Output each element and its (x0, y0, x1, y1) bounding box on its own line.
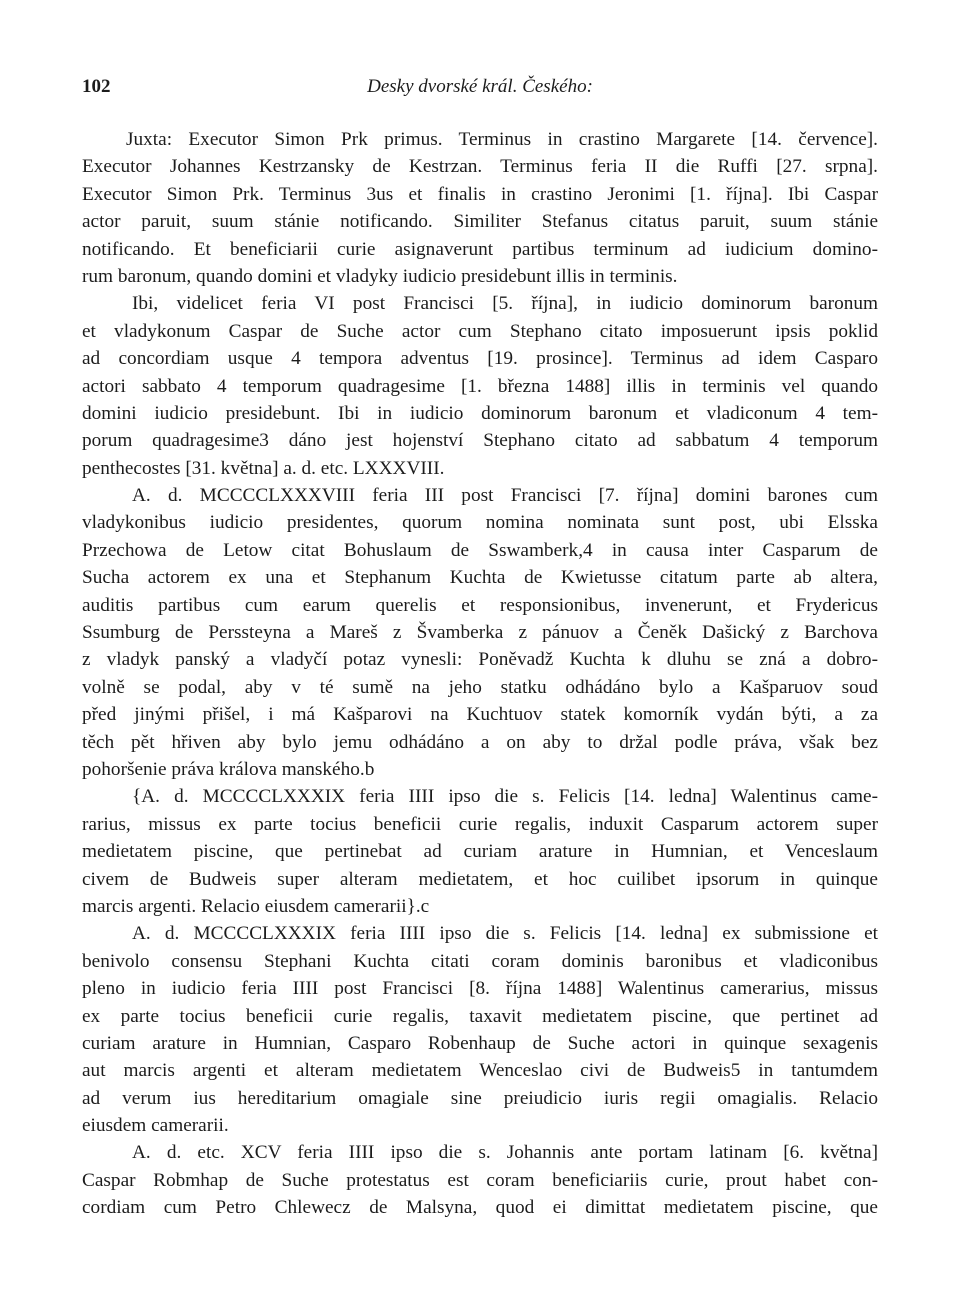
text-line: A. d. etc. XCV feria IIII ipso die s. Johannis ante portam latinam [6. května] (132, 1142, 878, 1164)
text-line: pohoršenie práva králova manského.b (82, 758, 375, 780)
page-number: 102 (82, 76, 111, 97)
text-line: rum baronum, quando domini et vladyky iudicio presidebunt illis in terminis. (82, 265, 678, 287)
text-line: notificando. Et beneficiarii curie asignaverunt partibus terminum ad iudicium domino- (82, 238, 878, 260)
text-line: ad verum ius hereditarium omagiale sine preiudicio iuris regii omagialis. Relacio (82, 1087, 878, 1109)
page-header (82, 76, 878, 102)
text-line: aut marcis argenti et alteram medietatem Wenceslao civi de Budweis5 in tantumdem (82, 1060, 878, 1082)
text-line: ex parte tocius beneficii curie regalis, taxavit medietatem piscine, que pertinet ad (82, 1005, 878, 1027)
text-line: medietatem piscine, que pertinebat ad curiam arature in Humnian, et Venceslaum (82, 841, 878, 863)
text-line: Caspar Robmhap de Suche protestatus est coram beneficiariis curie, prout habet con- (82, 1169, 878, 1191)
text-line: Przechowa de Letow citat Bohuslaum de Sswamberk,4 in causa inter Casparum de (82, 539, 878, 561)
text-line: vladykonibus iudicio presidentes, quorum nomina nominata sunt post, ubi Elsska (82, 512, 878, 534)
text-line: et vladykonum Caspar de Suche actor cum Stephano citato imposuerunt ipsis poklid (82, 320, 878, 342)
text-line: curiam arature in Humnian, Casparo Robenhaup de Suche actori in quinque sexagenis (82, 1032, 878, 1054)
text-line: před jinými přišel, i má Kašparovi na Kuchtuov statek komorník vydán býti, a za (82, 704, 878, 726)
text-line: {A. d. MCCCCLXXXIX feria IIII ipso die s. Felicis [14. ledna] Walentinus came- (132, 786, 878, 808)
text-line: actori sabbato 4 temporum quadragesime [1. března 1488] illis in terminis vel quando (82, 375, 878, 397)
text-line: actor paruit, suum stánie notificando. Similiter Stefanus citatus paruit, suum stánie (82, 211, 878, 233)
text-line: A. d. MCCCCLXXXIX feria IIII ipso die s. Felicis [14. ledna] ex submissione et (132, 923, 878, 945)
text-line: Executor Johannes Kestrzansky de Kestrzan. Terminus feria II die Ruffi [27. srpna]. (82, 156, 878, 178)
text-line: civem de Budweis super alteram medietatem, et hoc cuilibet ipsorum in quinque (82, 868, 878, 890)
text-line: Juxta: Executor Simon Prk primus. Terminus in crastino Margarete [14. července]. (126, 129, 878, 150)
text-line: penthecostes [31. května] a. d. etc. LXXXVIII. (82, 457, 445, 479)
text-line: pleno in iudicio feria IIII post Francisci [8. října 1488] Walentinus camerarius, missus (82, 978, 878, 1000)
text-line: ad concordiam usque 4 tempora adventus [19. prosince]. Terminus ad idem Casparo (82, 348, 878, 370)
text-line: auditis partibus cum earum querelis et responsionibus, invenerunt, et Frydericus (82, 594, 878, 616)
text-line: Executor Simon Prk. Terminus 3us et finalis in crastino Jeronimi [1. října]. Ibi Caspar (82, 183, 878, 205)
text-line: benivolo consensu Stephani Kuchta citati coram dominis baronibus et vladiconibus (82, 950, 878, 972)
text-line: Sucha actorem ex una et Stephanum Kuchta de Kwietusse citatum parte ab altera, (82, 567, 878, 589)
text-line: Ibi, videlicet feria VI post Francisci [5. října], in iudicio dominorum baronum (132, 293, 878, 315)
text-line: cordiam cum Petro Chlewecz de Malsyna, quod ei dimittat medietatem piscine, que (82, 1197, 878, 1219)
text-line: marcis argenti. Relacio eiusdem camerarii}.c (82, 895, 430, 917)
body-text (82, 126, 878, 1222)
text-line: volně se podal, aby v té sumě na jeho statku odhádáno bylo a Kašparuov soud (82, 676, 878, 698)
text-line: domini iudicio presidebunt. Ibi in iudicio dominorum baronum et vladiconum 4 tem- (82, 402, 878, 424)
text-line: těch pět hřiven aby bylo jemu odhádáno a on aby to držal podle práva, však bez (82, 731, 878, 753)
text-line: porum quadragesime3 dáno jest hojenství Stephano citato ad sabbatum 4 temporum (82, 430, 878, 452)
text-line: Ssumburg de Perssteyna a Mareš z Švamberka z pánuov a Čeněk Dašický z Barchova (82, 622, 878, 644)
text-line: z vladyk panský a vladyčí potaz vynesli: Poněvadž Kuchta k dluhu se zná a dobro- (82, 649, 878, 671)
text-line: rarius, missus ex parte tocius beneficii curie regalis, induxit Casparum actorem super (82, 813, 878, 835)
text-line: eiusdem camerarii. (82, 1115, 229, 1137)
running-title: Desky dvorské král. Českého: (367, 76, 593, 97)
text-line: A. d. MCCCCLXXXVIII feria III post Francisci [7. října] domini barones cum (132, 485, 878, 507)
